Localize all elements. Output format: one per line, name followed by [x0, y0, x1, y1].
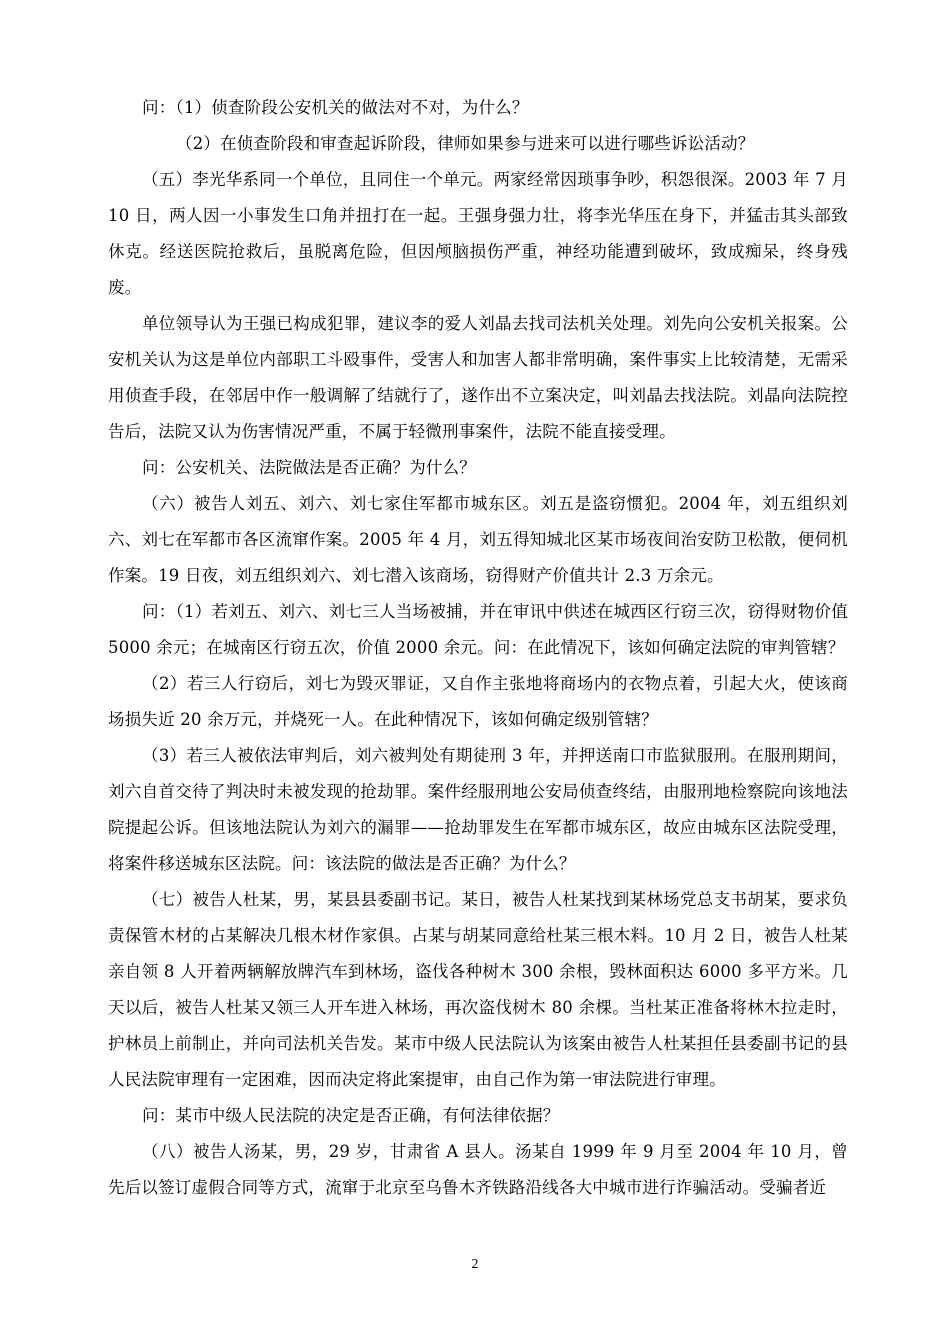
paragraph-case-6-question-2: （2）若三人行窃后，刘七为毁灭罪证，又自作主张地将商场内的衣物点着，引起大火，使该商场损失近 20 余万元，并烧死一人。在此种情况下，该如何确定级别管辖？: [108, 674, 848, 729]
paragraph-case-6: （六）被告人刘五、刘六、刘七家住军都市城东区。刘五是盗窃惯犯。2004 年，刘五组织刘六、刘七在军都市各区流窜作案。2005 年 4 月，刘五得知城北区某市场夜间治安防卫松散，便伺机作案。19 日夜，刘五组织刘六、刘七潜入该商场，窃得财产价值共计 2.3 万余元。: [108, 494, 848, 585]
document-body: [108, 90, 848, 1206]
page-number: 2: [471, 1257, 479, 1272]
paragraph-case-8: （八）被告人汤某，男，29 岁，甘肃省 A 县人。汤某自 1999 年 9 月至 2004 年 10 月，曾先后以签订虚假合同等方式，流窜于北京至乌鲁木齐铁路沿线各大中城市进行诈骗活动。受骗者近: [108, 1142, 848, 1197]
paragraph-case-5-detail: 单位领导认为王强已构成犯罪，建议李的爱人刘晶去找司法机关处理。刘先向公安机关报案。公安机关认为这是单位内部职工斗殴事件，受害人和加害人都非常明确，案件事实上比较清楚，无需采用侦查手段，在邻居中作一般调解了结就行了，遂作出不立案决定，叫刘晶去找法院。刘晶向法院控告后，法院又认为伤害情况严重，不属于轻微刑事案件，法院不能直接受理。: [108, 314, 848, 441]
paragraph-question-2: （2）在侦查阶段和审查起诉阶段，律师如果参与进来可以进行哪些诉讼活动？: [176, 134, 755, 153]
paragraph-case-5: （五）李光华系同一个单位，且同住一个单元。两家经常因琐事争吵，积怨很深。2003 年 7 月 10 日，两人因一小事发生口角并扭打在一起。王强身强力壮，将李光华压在身下，并猛击其头部致休克。经送医院抢救后，虽脱离危险，但因颅脑损伤严重，神经功能遭到破坏，致成痴呆，终身残废。: [108, 170, 848, 297]
paragraph-case-7-question: 问：某市中级人民法院的决定是否正确，有何法律依据？: [142, 1106, 560, 1125]
paragraph-case-6-question-1: 问：（1）若刘五、刘六、刘七三人当场被捕，并在审讯中供述在城西区行窃三次，窃得财物价值 5000 余元；在城南区行窃五次，价值 2000 余元。问：在此情况下，该如何确定法院的审判管辖？: [108, 602, 848, 657]
paragraph-case-6-question-3: （3）若三人被依法审判后，刘六被判处有期徒刑 3 年，并押送南口市监狱服刑。在服刑期间，刘六自首交待了判决时未被发现的抢劫罪。案件经服刑地公安局侦查终结，由服刑地检察院向该地法院提起公诉。但该地法院认为刘六的漏罪——抢劫罪发生在军都市城东区，故应由城东区法院受理，将案件移送城东区法院。问：该法院的做法是否正确？为什么？: [108, 746, 848, 873]
paragraph-question-1: 问：（1）侦查阶段公安机关的做法对不对，为什么？: [142, 98, 529, 117]
paragraph-case-5-question: 问：公安机关、法院做法是否正确？为什么？: [142, 458, 476, 477]
paragraph-case-7: （七）被告人杜某，男，某县县委副书记。某日，被告人杜某找到某林场党总支书胡某，要求负责保管木材的占某解决几根木材作家俱。占某与胡某同意给杜某三根木料。10 月 2 日，被告人杜某亲自领 8 人开着两辆解放牌汽车到林场，盗伐各种树木 300 余根，毁林面积达 6000 多平方米。几天以后，被告人杜某又领三人开车进入林场，再次盗伐树木 80 余棵。当杜某正准备将林木拉走时，护林员上前制止，并向司法机关告发。某市中级人民法院认为该案由被告人杜某担任县委副书记的县人民法院审理有一定困难，因而决定将此案提审，由自己作为第一审法院进行审理。: [108, 890, 848, 1089]
